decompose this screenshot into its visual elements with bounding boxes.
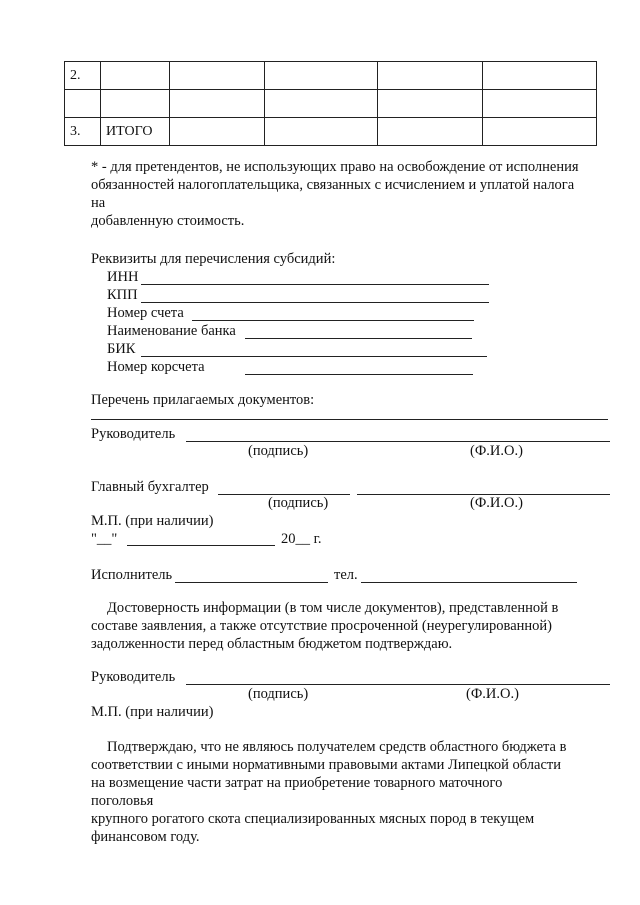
bank-field-line[interactable] xyxy=(245,338,472,339)
confirm-text-line: составе заявления, а также отсутствие просроченной (неурегулированной) xyxy=(91,618,552,634)
account-field-line[interactable] xyxy=(192,320,474,321)
executor-label: Исполнитель xyxy=(91,567,173,583)
accountant-label: Главный бухгалтер xyxy=(91,479,209,495)
table-cell xyxy=(378,118,483,146)
table-row xyxy=(65,90,597,118)
footnote-line: на xyxy=(91,195,106,211)
stamp-label: М.П. (при наличии) xyxy=(91,704,214,720)
stamp-label: М.П. (при наличии) xyxy=(91,513,214,529)
table-cell xyxy=(170,90,265,118)
account-label: Номер счета xyxy=(107,305,184,321)
table-cell xyxy=(101,62,170,90)
table-cell xyxy=(378,62,483,90)
table-cell: 3. xyxy=(65,118,101,146)
director-label: Руководитель xyxy=(91,426,176,442)
fio-caption: (Ф.И.О.) xyxy=(470,443,523,459)
table-cell xyxy=(265,62,378,90)
docs-list-label: Перечень прилагаемых документов: xyxy=(91,392,315,408)
footnote-line: добавленную стоимость. xyxy=(91,213,245,229)
bik-field-line[interactable] xyxy=(141,356,487,357)
table-cell xyxy=(265,118,378,146)
table-cell xyxy=(378,90,483,118)
phone-line[interactable] xyxy=(361,582,577,583)
table-cell xyxy=(265,90,378,118)
confirm-text-line: задолженности перед областным бюджетом подтверждаю. xyxy=(91,636,453,652)
corr-field-line[interactable] xyxy=(245,374,473,375)
date-day: "__" xyxy=(91,531,118,547)
table-cell xyxy=(483,90,597,118)
table-cell: ИТОГО xyxy=(101,118,170,146)
bik-label: БИК xyxy=(107,341,136,357)
kpp-label: КПП xyxy=(107,287,138,303)
confirm-text-line: крупного рогатого скота специализированных мясных пород в текущем xyxy=(91,811,535,827)
executor-line[interactable] xyxy=(175,582,328,583)
director-label: Руководитель xyxy=(91,669,176,685)
confirm-text-line: финансовом году. xyxy=(91,829,200,845)
confirm-text-line: на возмещение части затрат на приобретение товарного маточного xyxy=(91,775,503,791)
kpp-field-line[interactable] xyxy=(141,302,489,303)
bank-label: Наименование банка xyxy=(107,323,236,339)
table-cell xyxy=(65,90,101,118)
confirm-text-line: Достоверность информации (в том числе документов), представленной в xyxy=(107,600,559,616)
table-cell xyxy=(483,62,597,90)
footnote-line: * - для претендентов, не использующих право на освобождение от исполнения xyxy=(91,159,579,175)
summary-table xyxy=(64,61,597,146)
phone-label: тел. xyxy=(334,567,358,583)
fio-caption: (Ф.И.О.) xyxy=(466,686,519,702)
corr-label: Номер корсчета xyxy=(107,359,205,375)
date-month-line[interactable] xyxy=(127,545,275,546)
table-cell xyxy=(483,118,597,146)
date-year: 20__ г. xyxy=(281,531,322,547)
inn-field-line[interactable] xyxy=(141,284,489,285)
signature-caption: (подпись) xyxy=(248,443,309,459)
signature-caption: (подпись) xyxy=(248,686,309,702)
footnote-line: обязанностей налогоплательщика, связанных с исчислением и уплатой налога xyxy=(91,177,575,193)
table-cell xyxy=(170,118,265,146)
director-signature-line[interactable] xyxy=(186,441,610,442)
confirm-text-line: Подтверждаю, что не являюсь получателем средств областного бюджета в xyxy=(107,739,567,755)
table-cell xyxy=(101,90,170,118)
fio-caption: (Ф.И.О.) xyxy=(470,495,523,511)
director-signature-line[interactable] xyxy=(186,684,610,685)
confirm-text-line: поголовья xyxy=(91,793,154,809)
inn-label: ИНН xyxy=(107,269,139,285)
confirm-text-line: соответствии с иными нормативными правовыми актами Липецкой области xyxy=(91,757,561,773)
table-cell xyxy=(170,62,265,90)
table-row xyxy=(65,62,597,90)
table-row xyxy=(65,118,597,146)
requisites-heading: Реквизиты для перечисления субсидий: xyxy=(91,251,336,267)
docs-list-line[interactable] xyxy=(91,419,608,420)
table-cell: 2. xyxy=(65,62,101,90)
signature-caption: (подпись) xyxy=(268,495,329,511)
